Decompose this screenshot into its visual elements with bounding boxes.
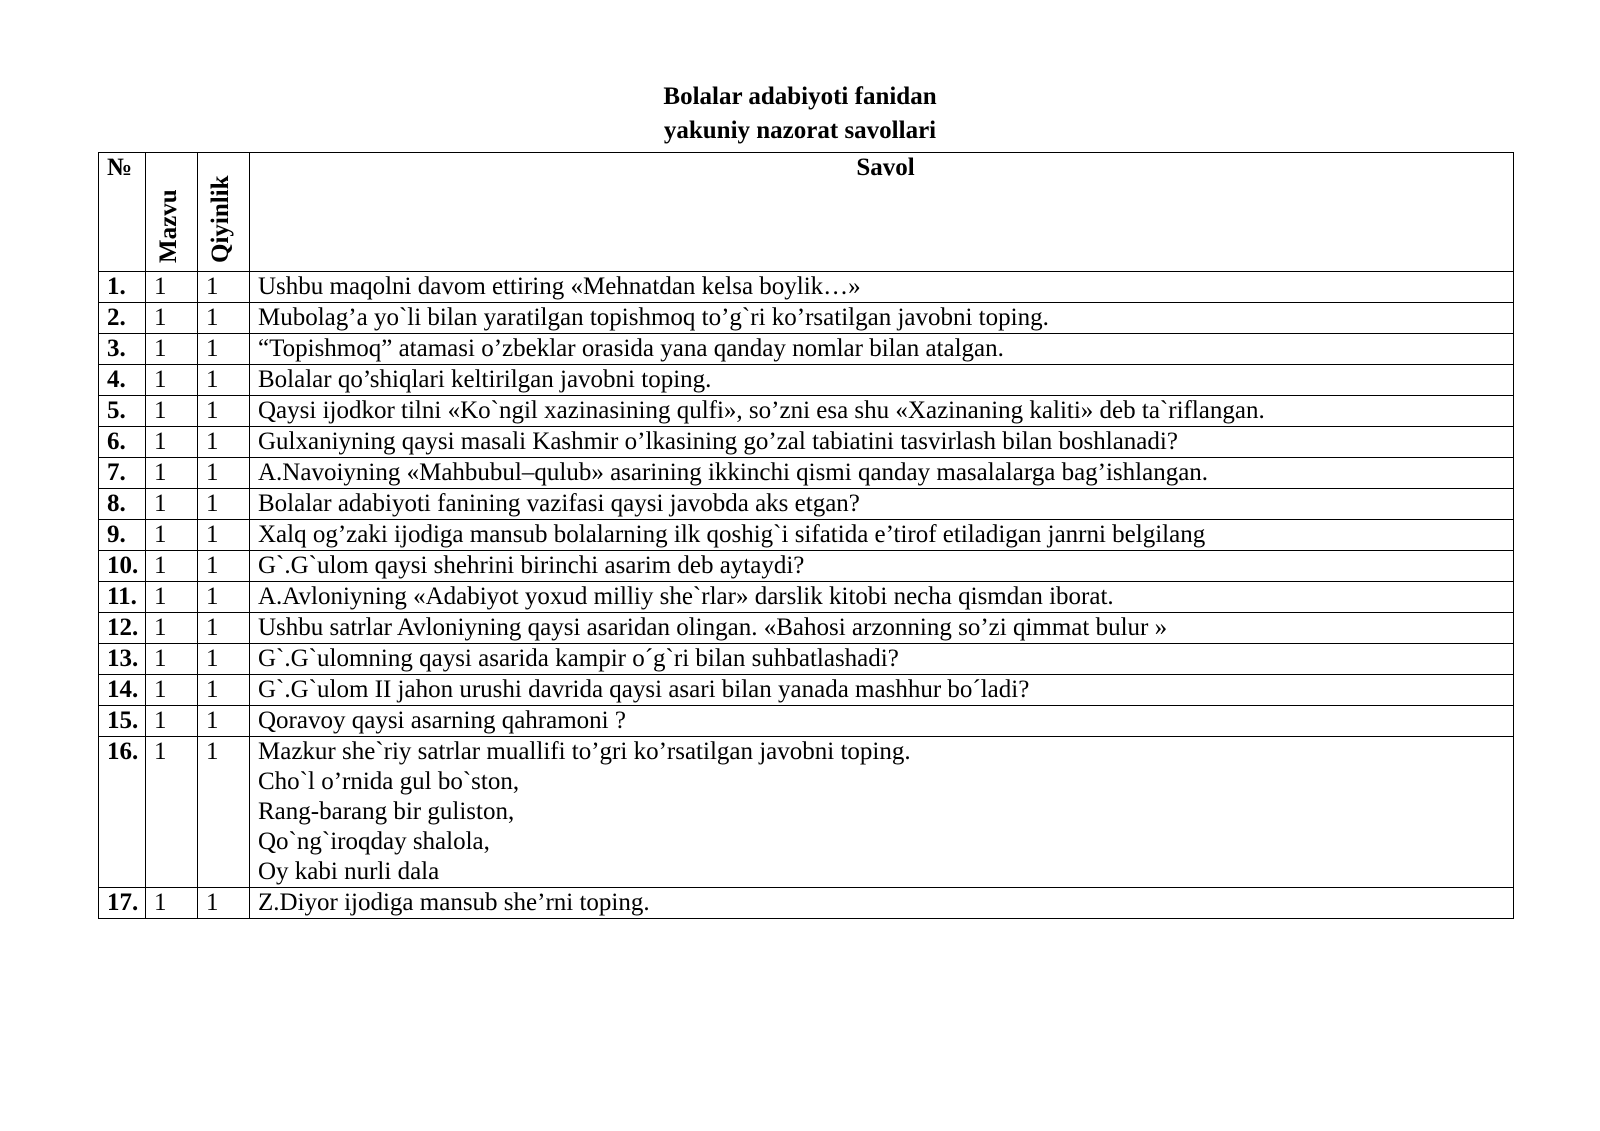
question-line: Gulxaniyning qaysi masali Kashmir o’lkasining go’zal tabiatini tasvirlash bilan boshlanadi? [258,428,1178,455]
row-number: 8. [99,489,146,520]
table-header-row [99,153,1514,272]
row-qiyinlik: 1 [198,303,250,334]
row-question [250,365,1514,396]
table-row [99,551,1514,582]
row-qiyinlik: 1 [198,458,250,489]
row-mazvu: 1 [146,427,198,458]
row-number: 4. [99,365,146,396]
row-mazvu: 1 [146,582,198,613]
row-question [250,644,1514,675]
questions-table [98,152,1514,919]
header-number: № [99,153,146,272]
question-line: Oy kabi nurli dala [258,858,440,885]
header-mazvu-label: Mazvu [154,189,182,263]
row-qiyinlik: 1 [198,644,250,675]
question-line: Qaysi ijodkor tilni «Ko`ngil xazinasining qulfi», so’zni esa shu «Xazinaning kaliti» deb ta`riflangan. [258,397,1265,424]
row-number: 2. [99,303,146,334]
row-question [250,272,1514,303]
row-number: 13. [99,644,146,675]
table-row [99,334,1514,365]
row-question [250,396,1514,427]
row-mazvu: 1 [146,675,198,706]
question-line: Ushbu satrlar Avloniyning qaysi asaridan olingan. «Bahosi arzonning so’zi qimmat bulur » [258,614,1168,641]
row-qiyinlik: 1 [198,520,250,551]
row-mazvu: 1 [146,888,198,919]
table-row [99,706,1514,737]
row-qiyinlik: 1 [198,489,250,520]
question-line: G`.G`ulom II jahon urushi davrida qaysi asari bilan yanada mashhur bo´ladi? [258,676,1030,703]
row-question [250,489,1514,520]
row-mazvu: 1 [146,737,198,888]
question-line: Mubolag’a yo`li bilan yaratilgan topishmoq to’g`ri ko’rsatilgan javobni toping. [258,304,1049,331]
row-number: 6. [99,427,146,458]
table-row [99,613,1514,644]
table-row [99,272,1514,303]
question-line: G`.G`ulom qaysi shehrini birinchi asarim deb aytaydi? [258,552,805,579]
row-mazvu: 1 [146,489,198,520]
header-savol: Savol [250,153,1514,272]
question-line: Bolalar qo’shiqlari keltirilgan javobni toping. [258,366,712,393]
table-row [99,737,1514,888]
table-row [99,396,1514,427]
header-qiyinlik [198,153,250,272]
row-mazvu: 1 [146,396,198,427]
title-line-1: Bolalar adabiyoti fanidan [663,83,937,110]
question-line: Xalq og’zaki ijodiga mansub bolalarning ilk qoshig`i sifatida e’tirof etiladigan janrni belgilang [258,521,1206,548]
question-line: Cho`l o’rnida gul bo`ston, [258,768,520,795]
row-number: 11. [99,582,146,613]
row-mazvu: 1 [146,365,198,396]
row-question [250,888,1514,919]
row-qiyinlik: 1 [198,427,250,458]
row-qiyinlik: 1 [198,582,250,613]
table-row [99,489,1514,520]
row-qiyinlik: 1 [198,675,250,706]
row-number: 16. [99,737,146,888]
header-qiyinlik-label: Qiyinlik [206,175,234,263]
question-line: Bolalar adabiyoti fanining vazifasi qaysi javobda aks etgan? [258,490,860,517]
row-mazvu: 1 [146,613,198,644]
row-question [250,334,1514,365]
header-mazvu [146,153,198,272]
row-qiyinlik: 1 [198,737,250,888]
question-line: “Topishmoq” atamasi o’zbeklar orasida yana qanday nomlar bilan atalgan. [258,335,1004,362]
row-number: 15. [99,706,146,737]
row-question [250,520,1514,551]
row-number: 7. [99,458,146,489]
row-mazvu: 1 [146,303,198,334]
row-qiyinlik: 1 [198,706,250,737]
row-mazvu: 1 [146,520,198,551]
question-line: Qo`ng`iroqday shalola, [258,828,490,855]
table-row [99,458,1514,489]
row-question [250,427,1514,458]
row-qiyinlik: 1 [198,551,250,582]
table-row [99,520,1514,551]
row-mazvu: 1 [146,551,198,582]
row-qiyinlik: 1 [198,888,250,919]
row-mazvu: 1 [146,272,198,303]
table-row [99,888,1514,919]
row-qiyinlik: 1 [198,365,250,396]
question-line: Mazkur she`riy satrlar muallifi to’gri ko’rsatilgan javobni toping. [258,738,911,765]
row-number: 1. [99,272,146,303]
row-question [250,551,1514,582]
row-question [250,582,1514,613]
row-number: 9. [99,520,146,551]
row-question [250,737,1514,888]
table-body [99,272,1514,919]
row-number: 10. [99,551,146,582]
table-row [99,427,1514,458]
row-mazvu: 1 [146,706,198,737]
row-qiyinlik: 1 [198,396,250,427]
row-qiyinlik: 1 [198,613,250,644]
question-line: G`.G`ulomning qaysi asarida kampir o´g`ri bilan suhbatlashadi? [258,645,899,672]
row-mazvu: 1 [146,644,198,675]
row-question [250,458,1514,489]
table-row [99,582,1514,613]
document-title [0,80,1600,148]
question-line: Qoravoy qaysi asarning qahramoni ? [258,707,626,734]
row-number: 12. [99,613,146,644]
table-row [99,675,1514,706]
table-row [99,365,1514,396]
question-line: Z.Diyor ijodiga mansub she’rni toping. [258,889,650,916]
row-qiyinlik: 1 [198,334,250,365]
row-number: 5. [99,396,146,427]
question-line: Rang-barang bir guliston, [258,798,515,825]
row-question [250,706,1514,737]
row-number: 3. [99,334,146,365]
row-number: 17. [99,888,146,919]
row-question [250,613,1514,644]
row-mazvu: 1 [146,458,198,489]
table-row [99,644,1514,675]
row-qiyinlik: 1 [198,272,250,303]
row-number: 14. [99,675,146,706]
table-row [99,303,1514,334]
title-line-2: yakuniy nazorat savollari [663,117,937,144]
question-line: A.Navoiyning «Mahbubul–qulub» asarining ikkinchi qismi qanday masalalarga bag’ishlangan. [258,459,1209,486]
row-question [250,675,1514,706]
question-line: Ushbu maqolni davom ettiring «Mehnatdan kelsa boylik…» [258,273,861,300]
row-question [250,303,1514,334]
row-mazvu: 1 [146,334,198,365]
question-line: A.Avloniyning «Adabiyot yoxud milliy she`rlar» darslik kitobi necha qismdan iborat. [258,583,1114,610]
